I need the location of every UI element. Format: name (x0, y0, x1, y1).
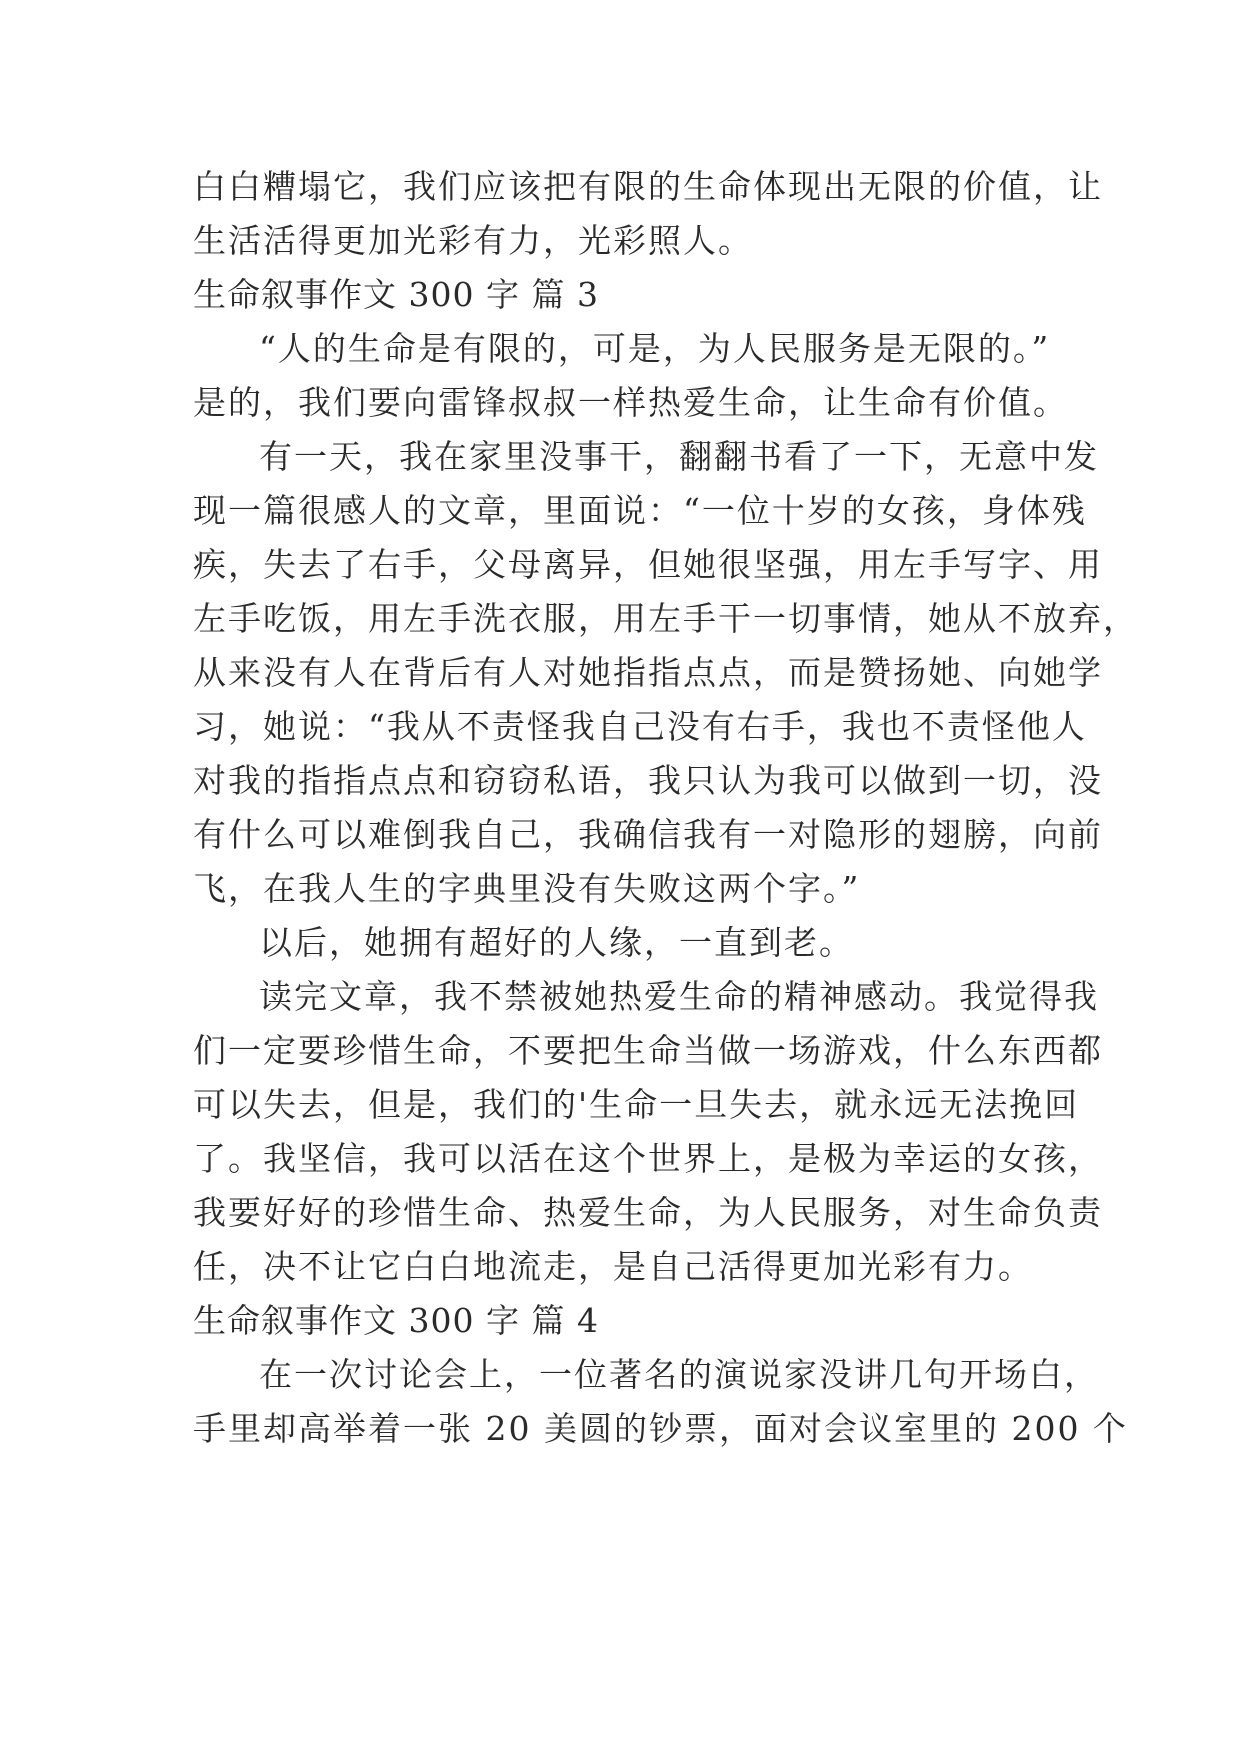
text-line: “人的生命是有限的，可是，为人民服务是无限的。” (259, 329, 1051, 368)
text-line: 生活活得更加光彩有力，光彩照人。 (193, 221, 753, 260)
document-page (193, 160, 1138, 1456)
text-line: 习，她说：“我从不责怪我自己没有右手，我也不责怪他人 (193, 707, 1087, 746)
text-line: 白白糟塌它，我们应该把有限的生命体现出无限的价值，让 (193, 167, 1103, 206)
text-line: 了。我坚信，我可以活在这个世界上，是极为幸运的女孩， (193, 1139, 1103, 1178)
text-line: 是的，我们要向雷锋叔叔一样热爱生命，让生命有价值。 (193, 383, 1068, 422)
text-line: 对我的指指点点和窃窃私语，我只认为我可以做到一切，没 (193, 761, 1103, 800)
text-line: 有什么可以难倒我自己，我确信我有一对隐形的翅膀，向前 (193, 815, 1103, 854)
text-line: 们一定要珍惜生命，不要把生命当做一场游戏，什么东西都 (193, 1031, 1103, 1070)
text-line: 在一次讨论会上，一位著名的演说家没讲几句开场白， (259, 1355, 1099, 1394)
text-line: 飞，在我人生的字典里没有失败这两个字。” (193, 869, 861, 908)
section-heading: 生命叙事作文 300 字 篇 4 (193, 1301, 599, 1340)
section-heading: 生命叙事作文 300 字 篇 3 (193, 275, 599, 314)
text-line: 可以失去，但是，我们的'生命一旦失去，就永远无法挽回 (193, 1085, 1080, 1124)
text-line: 现一篇很感人的文章，里面说：“一位十岁的女孩，身体残 (193, 491, 1087, 530)
text-line: 我要好好的珍惜生命、热爱生命，为人民服务，对生命负责 (193, 1193, 1103, 1232)
text-line: 有一天，我在家里没事干，翻翻书看了一下，无意中发 (259, 437, 1099, 476)
text-line: 任，决不让它白白地流走，是自己活得更加光彩有力。 (193, 1247, 1033, 1286)
text-line: 左手吃饭，用左手洗衣服，用左手干一切事情，她从不放弃， (193, 599, 1138, 638)
text-line: 以后，她拥有超好的人缘，一直到老。 (259, 923, 854, 962)
text-line: 读完文章，我不禁被她热爱生命的精神感动。我觉得我 (259, 977, 1099, 1016)
text-line: 从来没有人在背后有人对她指指点点，而是赞扬她、向她学 (193, 653, 1103, 692)
text-line: 疾，失去了右手，父母离异，但她很坚强，用左手写字、用 (193, 545, 1103, 584)
text-line: 手里却高举着一张 20 美圆的钞票，面对会议室里的 200 个 (193, 1409, 1128, 1448)
